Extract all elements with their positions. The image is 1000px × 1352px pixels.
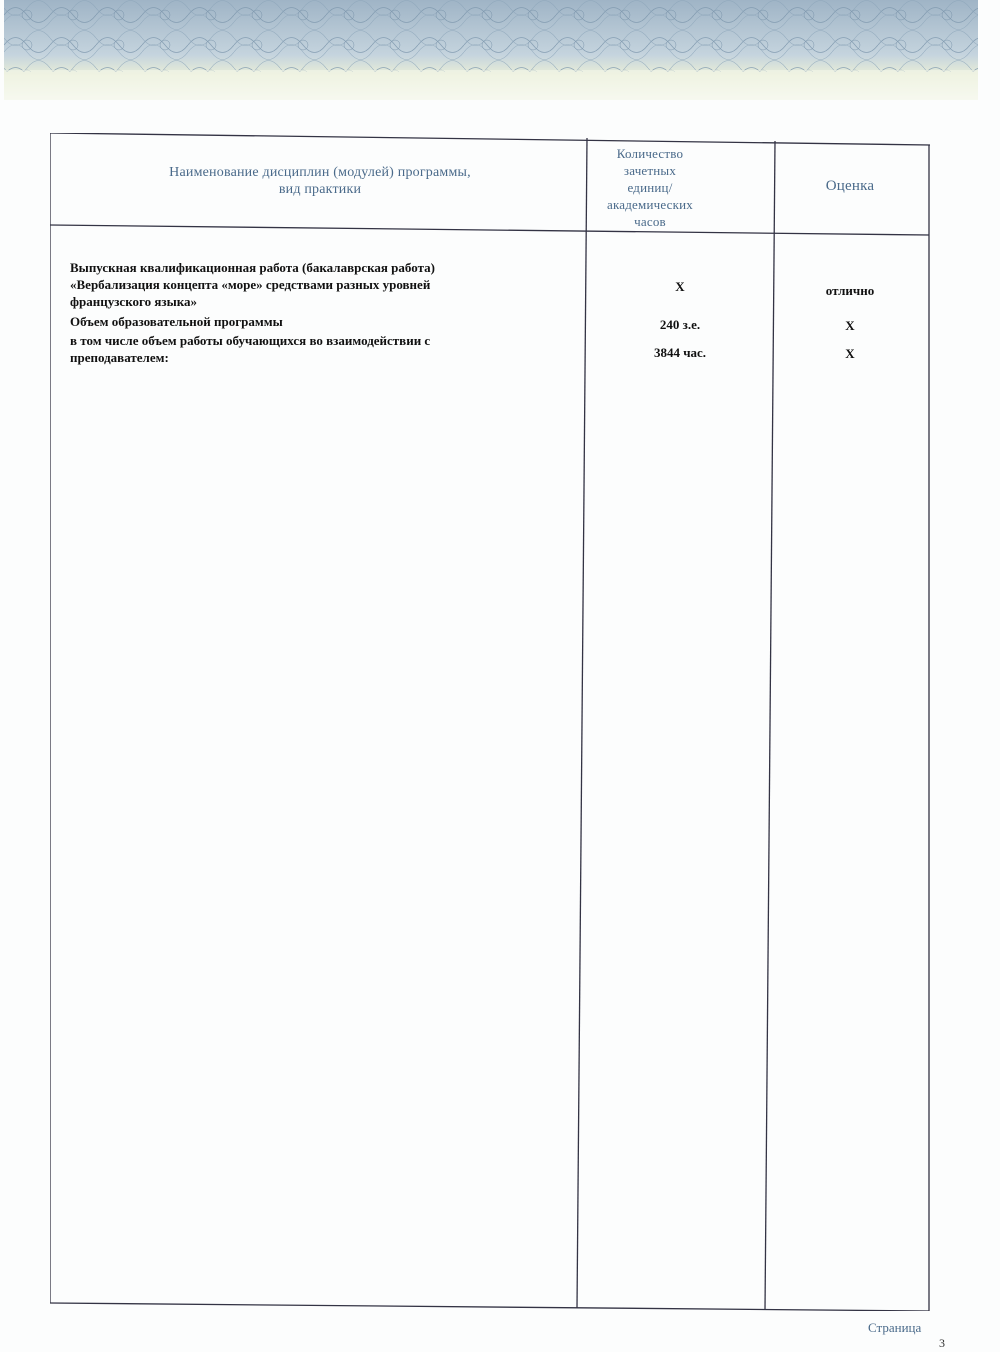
row-name-line: преподавателем: — [70, 350, 169, 365]
page-label: Страница — [868, 1320, 922, 1335]
table-row-contact-hours-grade: X — [845, 346, 855, 361]
header-discipline-name — [120, 164, 520, 198]
header-credits-line: часов — [634, 214, 666, 229]
table-row-program-volume-credits: 240 з.е. — [659, 317, 701, 332]
table-row-thesis-grade: отлично — [825, 283, 875, 298]
header-credits-line: зачетных — [623, 163, 677, 178]
row-name-line: в том числе объем работы обучающихся во взаимодействии с — [70, 333, 431, 348]
row-name-line: Выпускная квалификационная работа (бакалаврская работа) — [70, 260, 435, 275]
table-row-thesis-name — [70, 259, 560, 310]
table-row-program-volume-name — [70, 313, 560, 330]
header-grade: Оценка — [825, 178, 875, 194]
table-row-contact-hours-name — [70, 332, 560, 366]
row-name-line: «Вербализация концепта «море» средствами разных уровней — [70, 277, 431, 292]
decorative-banner — [4, 0, 978, 100]
header-credits-line: академических — [606, 197, 693, 212]
header-credits-line: единиц/ — [627, 180, 673, 195]
header-credits — [590, 145, 710, 230]
header-discipline-line: Наименование дисциплин (модулей) программы, — [169, 165, 471, 180]
table-row-contact-hours-credits: 3844 час. — [653, 345, 707, 360]
table-row-thesis-credits: X — [675, 279, 685, 294]
page-number: 3 — [939, 1336, 945, 1350]
header-credits-line: Количество — [616, 146, 684, 161]
table-row-program-volume-grade: X — [845, 318, 855, 333]
row-name-line: французского языка» — [70, 294, 198, 309]
header-discipline-line: вид практики — [278, 182, 362, 197]
grades-table — [50, 133, 930, 1311]
row-name-line: Объем образовательной программы — [70, 314, 283, 329]
